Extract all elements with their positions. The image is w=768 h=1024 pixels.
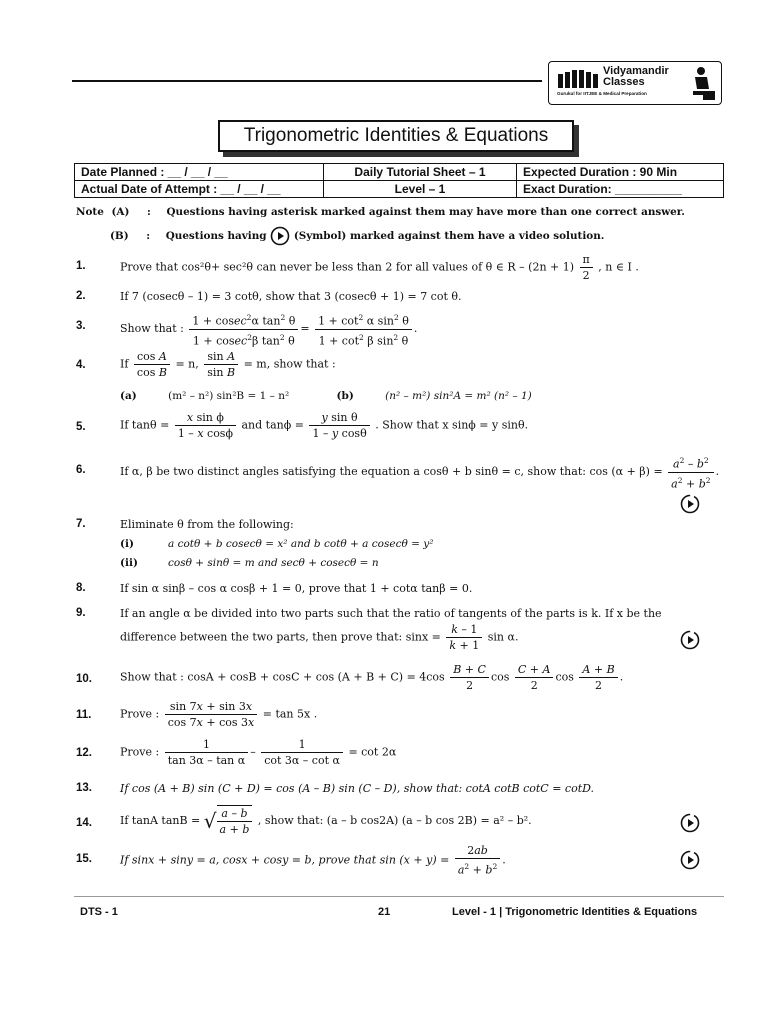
- question-number: 5.: [76, 421, 86, 433]
- question-number: 10.: [76, 673, 92, 685]
- sinA-over-sinB-fraction: $\frac{\text{sin A}}{\text{sin B}}$: [204, 349, 238, 380]
- question-number: 3.: [76, 320, 86, 332]
- video-solution-icon[interactable]: [680, 630, 700, 650]
- footer-section-title: Level - 1 | Trigonometric Identities & Equations: [452, 906, 698, 918]
- question-13-text: If cos (A + B) sin (C + D) = cos (A – B) sin (C – D), show that: cotA cotB cotC = cotD.: [120, 782, 595, 795]
- q4-end: = m, show that :: [243, 357, 336, 371]
- question-6-text: If α, β be two distinct angles satisfying the equation a cosθ + b sinθ = c, show that: cos (α + β) = $\frac{a^2 - b^2}{a^2 + b^2}$ .: [120, 453, 719, 491]
- question-number: 12.: [76, 747, 92, 759]
- question-12-text: Prove : $\frac{1}{\text{tan 3α – tan α}}$ – $\frac{1}{\text{cot 3α – cot α}}$ = cot 2α: [120, 738, 397, 767]
- note-b-text-end: (Symbol) marked against them have a video solution.: [293, 230, 605, 242]
- question-number: 4.: [76, 359, 86, 371]
- student-at-desk-icon: [691, 65, 717, 101]
- question-2-text: If 7 (cosecθ – 1) = 3 cotθ, show that 3 (cosecθ + 1) = 7 cot θ.: [120, 290, 462, 303]
- q5-tanphi-fraction: $\frac{\text{y sin θ}}{\text{1 – y cosθ}}$: [309, 410, 369, 441]
- q7ii-text: cosθ + sinθ = m and secθ + cosecθ = n: [168, 557, 379, 569]
- question-3-text: Show that : $\frac{1 + cosec^2\alpha \tan^2 \theta}{1 + cosec^2\beta \tan^2 \theta}$ = $\frac{1 + \cot^2 \alpha \sin^2 \theta}{1 + \cot^2 \beta \sin^2 \theta}$ .: [120, 310, 417, 348]
- note-b: [110, 226, 604, 246]
- q11-fraction: $\frac{\sin 7x + \sin 3x}{\cos 7x + \cos 3x}$: [165, 699, 258, 730]
- q15-fraction: $\frac{2ab}{a^2 + b^2}$: [455, 843, 500, 878]
- note-b-tag: (B): [110, 230, 129, 242]
- logo-name-line2: Classes: [603, 76, 645, 88]
- question-9-line1: If an angle α be divided into two parts such that the ratio of tangents of the parts is k. If x be the: [120, 607, 662, 620]
- note-label: Note: [76, 206, 104, 218]
- video-solution-icon[interactable]: [680, 494, 700, 514]
- q7i-text: a cotθ + b cosecθ = x² and b cotθ + a cosecθ = y²: [168, 538, 434, 550]
- question-5-text: [120, 410, 528, 441]
- q5-prefix: If tanθ =: [120, 418, 170, 432]
- question-9-line2: [120, 622, 518, 653]
- q4b-tag: (b): [336, 390, 354, 402]
- q15-statement: If sinx + siny = a, cosx + cosy = b, prove that sin (x + y) =: [120, 853, 450, 867]
- q10-fraction-2: $\frac{C + A}{2}$: [515, 662, 554, 693]
- note-a-tag: (A): [111, 206, 130, 218]
- q12-end: = cot 2α: [348, 745, 397, 759]
- date-planned-cell: Date Planned : __ / __ / __: [75, 164, 324, 181]
- q4-mid: = n,: [175, 357, 199, 371]
- q9-fraction: $\frac{k - 1}{k + 1}$: [446, 622, 482, 653]
- header-rule: [72, 80, 542, 82]
- q3-right-fraction: $\frac{1 + \cot^2 \alpha \sin^2 \theta}{1 + \cot^2 \beta \sin^2 \theta}$: [315, 310, 412, 348]
- note-a-colon: :: [147, 206, 151, 218]
- question-7-part-ii: [120, 557, 379, 569]
- question-number: 11.: [76, 709, 92, 721]
- question-number: 8.: [76, 582, 86, 594]
- q4a-tag: (a): [120, 390, 137, 402]
- video-solution-icon[interactable]: [680, 850, 700, 870]
- actual-date-cell: Actual Date of Attempt : __ / __ / __: [75, 181, 324, 198]
- question-7-text: Eliminate θ from the following:: [120, 518, 294, 531]
- q5-tantheta-fraction: $\frac{\text{x sin ϕ}}{\text{1 – x cosϕ}}$: [175, 410, 236, 441]
- question-4-text: [120, 349, 336, 380]
- q4-if: If: [120, 357, 129, 371]
- q4b-text: (n² – m²) sin²A = m² (n² – 1): [385, 390, 532, 402]
- q1-tail: , n ∈ I .: [598, 260, 639, 274]
- question-11-text: [120, 699, 317, 730]
- logo-name-line1: Vidyamandir: [603, 65, 669, 77]
- q7i-tag: (i): [120, 538, 134, 550]
- q11-end: = tan 5x .: [262, 707, 318, 721]
- q11-prefix: Prove :: [120, 707, 160, 721]
- question-4-parts: [120, 390, 532, 402]
- q14-end: , show that: (a – b cos2A) (a – b cos 2B) = a² – b².: [257, 814, 532, 827]
- q4a-text: (m² – n²) sin²B = 1 – n²: [168, 390, 290, 402]
- expected-duration-cell: Expected Duration : 90 Min: [517, 164, 724, 181]
- q10-fraction-1: $\frac{B + C}{2}$: [450, 662, 489, 693]
- q3-prefix: Show that :: [120, 322, 184, 336]
- schedule-table: [74, 163, 724, 198]
- question-number: 13.: [76, 782, 92, 794]
- note-b-colon: :: [146, 230, 151, 242]
- footer-page-number: 21: [378, 906, 391, 918]
- video-icon: [270, 226, 290, 246]
- sheet-number-cell: Daily Tutorial Sheet – 1: [324, 164, 517, 181]
- page-title: Trigonometric Identities & Equations: [218, 120, 574, 152]
- table-row: [75, 164, 724, 181]
- question-number: 14.: [76, 817, 92, 829]
- question-number: 1.: [76, 260, 86, 272]
- table-row: [75, 181, 724, 198]
- cosA-over-cosB-fraction: $\frac{\text{cos A}}{\text{cos B}}$: [134, 349, 170, 380]
- question-number: 6.: [76, 464, 86, 476]
- note-b-text: Questions having: [165, 230, 267, 242]
- q6-statement: If α, β be two distinct angles satisfying the equation a cosθ + b sinθ = c, show that: cos (α + β) =: [120, 465, 663, 479]
- video-solution-icon[interactable]: [680, 813, 700, 833]
- q10-fraction-3: $\frac{A + B}{2}$: [579, 662, 617, 693]
- q6-fraction: $\frac{a^2 - b^2}{a^2 + b^2}$: [668, 453, 713, 491]
- question-number: 15.: [76, 853, 92, 865]
- pi-over-2-fraction: $\frac{\pi}{2}$: [580, 252, 593, 283]
- q1-statement: Prove that cos²θ+ sec²θ can never be less than 2 for all values of θ ∈ R – (2n + 1): [120, 260, 575, 274]
- footer-sheet-id: DTS - 1: [80, 906, 118, 918]
- exact-duration-cell: Exact Duration: __________: [517, 181, 724, 198]
- q12-fraction-1: $\frac{1}{\text{tan 3α – tan α}}$: [165, 737, 248, 768]
- q9-end: sin α.: [487, 630, 519, 644]
- question-number: 2.: [76, 290, 86, 302]
- note-a-text: Questions having asterisk marked against them may have more than one correct answer.: [166, 206, 685, 218]
- q10-statement: Show that : cosA + cosB + cosC + cos (A + B + C) = 4cos: [120, 670, 445, 684]
- q14-prefix: If tanA tanB =: [120, 814, 201, 827]
- open-book-icon: [557, 70, 599, 90]
- question-7-part-i: [120, 538, 434, 550]
- footer-rule: [74, 896, 724, 897]
- question-14-text: If tanA tanB = √ $\frac{a - b}{a + b}$ , show that: (a – b cos2A) (a – b cos 2B) = a² – b².: [120, 807, 532, 836]
- q12-prefix: Prove :: [120, 745, 160, 759]
- q9-text: difference between the two parts, then prove that: sinx =: [120, 630, 441, 644]
- question-15-text: If sinx + siny = a, cosx + cosy = b, prove that sin (x + y) = $\frac{2ab}{a^2 + b^2}$ .: [120, 844, 506, 877]
- q12-fraction-2: $\frac{1}{\text{cot 3α – cot α}}$: [261, 737, 343, 768]
- q14-sqrt-fraction: $\frac{a - b}{a + b}$: [217, 805, 253, 837]
- q3-left-fraction: $\frac{1 + cosec^2\alpha \tan^2 \theta}{1 + cosec^2\beta \tan^2 \theta}$: [189, 310, 298, 348]
- q5-end: . Show that x sinϕ = y sinθ.: [375, 418, 529, 432]
- note-a: [76, 206, 685, 218]
- question-number: 7.: [76, 518, 86, 530]
- question-10-text: Show that : cosA + cosB + cosC + cos (A + B + C) = 4cos $\frac{B + C}{2}$ cos $\frac{C + A}{2}$ cos $\frac{A + B}{2}$ .: [120, 663, 624, 692]
- q7ii-tag: (ii): [120, 557, 138, 569]
- question-number: 9.: [76, 607, 86, 619]
- logo-tagline: Gurukul for IITJEE & Medical Preparation: [557, 91, 647, 96]
- q5-and: and tanϕ =: [241, 418, 304, 432]
- question-8-text: If sin α sinβ – cos α cosβ + 1 = 0, prove that 1 + cotα tanβ = 0.: [120, 582, 473, 595]
- vidyamandir-logo: [548, 61, 722, 105]
- level-cell: Level – 1: [324, 181, 517, 198]
- question-1-text: [120, 252, 639, 283]
